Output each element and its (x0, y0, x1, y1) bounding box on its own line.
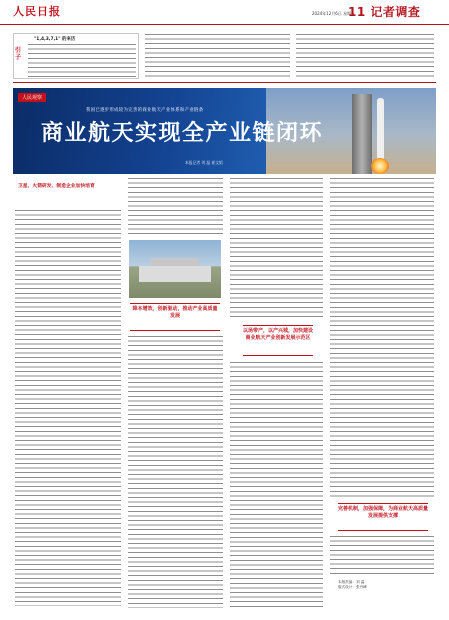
page-section-title: 11 记者调查 (348, 5, 421, 19)
pull-quote-2: 降本增效，创新驱动，推动产业高质量发展 (132, 306, 218, 319)
factory-image (139, 266, 211, 282)
body-col-3b (230, 362, 323, 608)
body-col-2a (128, 178, 223, 236)
pull-quote-1: 卫星、火箭研发、制造企业加快培育 (18, 184, 95, 189)
issue-date: 2024年12月6日 星期五 (312, 11, 356, 16)
body-col-4b (330, 536, 434, 576)
pq-rule-top (243, 325, 313, 326)
divider (13, 82, 436, 83)
rocket-image (377, 98, 384, 162)
industry-photo (129, 240, 221, 298)
byline: 本报记者 刘 温 崔文韬 (185, 160, 223, 165)
launch-tower-image (352, 94, 372, 174)
pull-quote-4: 完善机制，加强保障，为商业航天高质量发展提供支撑 (338, 506, 429, 519)
body-col-2b (128, 336, 223, 608)
top-text-col-3 (296, 34, 434, 80)
hero-kicker: 人民观察 (18, 93, 46, 102)
body-col-1 (15, 210, 121, 606)
credit-editor: 本版责编：刘 温 (338, 580, 365, 584)
intro-text (28, 44, 136, 77)
page-header (0, 0, 449, 25)
newspaper-logo: 人民日报 (13, 5, 61, 18)
intro-title: "1,4,3,7,1" 的来历 (34, 37, 76, 42)
top-text-col-2 (145, 34, 290, 80)
credit-design: 版式设计：张丹峰 (338, 585, 367, 590)
headline: 商业航天实现全产业链闭环 (41, 121, 324, 146)
pq-rule-bottom (338, 530, 428, 531)
pull-quote-3: 以场带产，以产兴城，加快建设商业航天产业创新发展示范区 (243, 328, 314, 341)
pq-rule-top (130, 303, 220, 304)
pq-rule-bottom (130, 330, 220, 331)
pq-rule-top (338, 503, 428, 504)
intro-tag: 引子 (15, 47, 22, 61)
hero-subtitle: 我国已逐步形成较为完善的商业航天产业体系和产业链条 (86, 108, 204, 113)
body-col-4a (330, 178, 434, 498)
pq-rule-bottom (243, 355, 313, 356)
body-col-3a (230, 178, 323, 320)
page-credits (338, 580, 434, 590)
rocket-flame (371, 158, 389, 174)
